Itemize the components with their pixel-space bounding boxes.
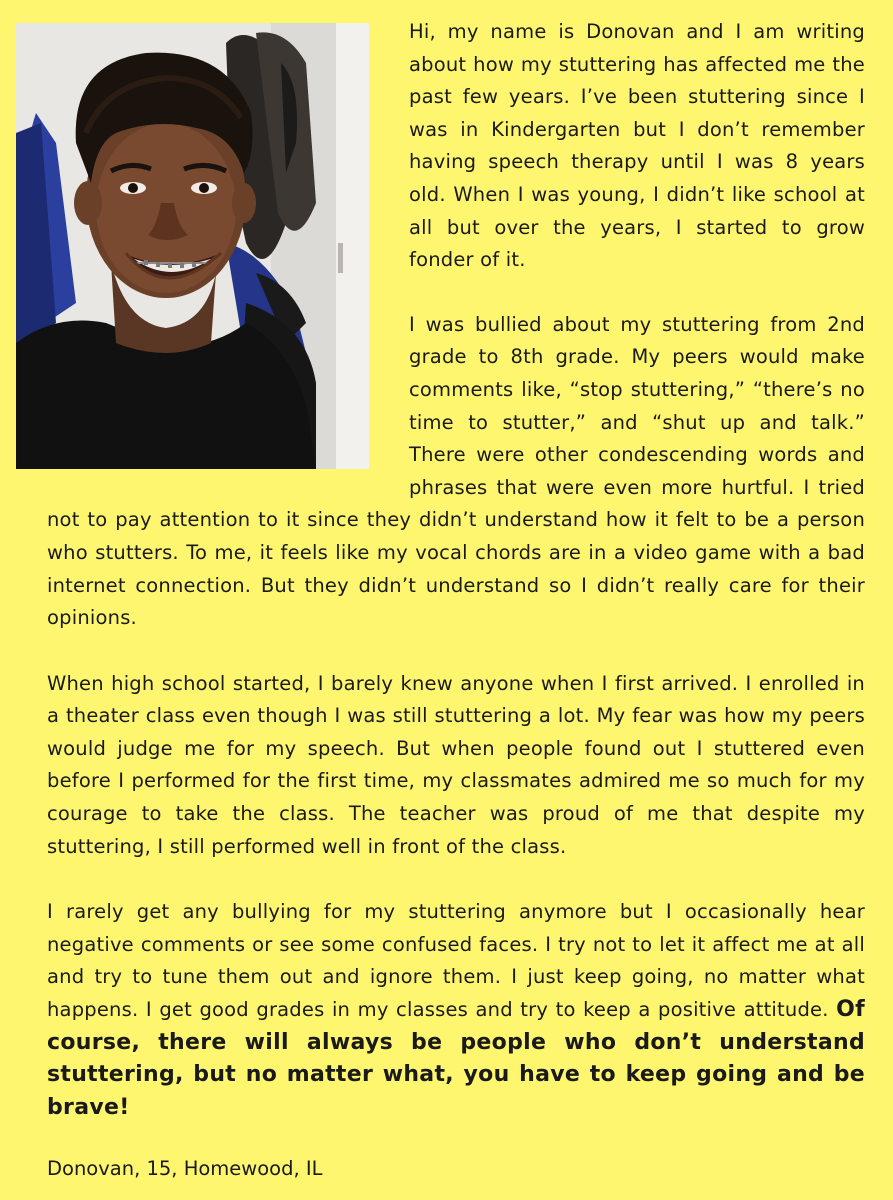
paragraph-intro: Hi, my name is Donovan and I am writing about how my stuttering has affected me the past few years. I’ve been stuttering since I was in Kindergarten but I don’t remember having speech therapy until I was 8 years old. When I was young, I didn’t like school at all but over the years, I started to grow fonder of it. [409, 20, 865, 272]
emphasis-quote: Of course, there will always be people who don’t understand stuttering, but no matter what, you have to keep going and be brave! [47, 997, 865, 1120]
paragraph-bullying: I was bullied about my stuttering from 2nd grade to 8th grade. My peers would make comments like, “stop stuttering,” “there’s no time to stutter,” and “shut up and talk.” There were other condescending words and phrases that were even more hurtful. I tried not to pay attention to it since they didn’t understand how it felt to be a person who stutters. To me, it feels like my vocal chords are in a video game with a bad internet connection. But they didn’t understand so I didn’t really care for their opinions. [47, 312, 865, 630]
author-signature: Donovan, 15, Homewood, IL [47, 1157, 323, 1181]
paragraph-conclusion [47, 896, 865, 1124]
portrait-photo [16, 23, 369, 469]
paragraph-high-school: When high school started, I barely knew anyone when I first arrived. I enrolled in a theater class even though I was still stuttering a lot. My fear was how my peers would judge me for my speech. But when people found out I stuttered even before I performed for the first time, my classmates admired me so much for my courage to take the class. The teacher was proud of me that despite my stuttering, I still performed well in front of the class. [47, 671, 865, 858]
portrait-illustration [16, 23, 369, 469]
conclusion-text: I rarely get any bullying for my stuttering anymore but I occasionally hear negative comments or see some confused faces. I try not to let it affect me at all and try to tune them out and ignore them. I just keep going, no matter what happens. I get good grades in my classes and try to keep a positive attitude. [47, 900, 865, 1022]
